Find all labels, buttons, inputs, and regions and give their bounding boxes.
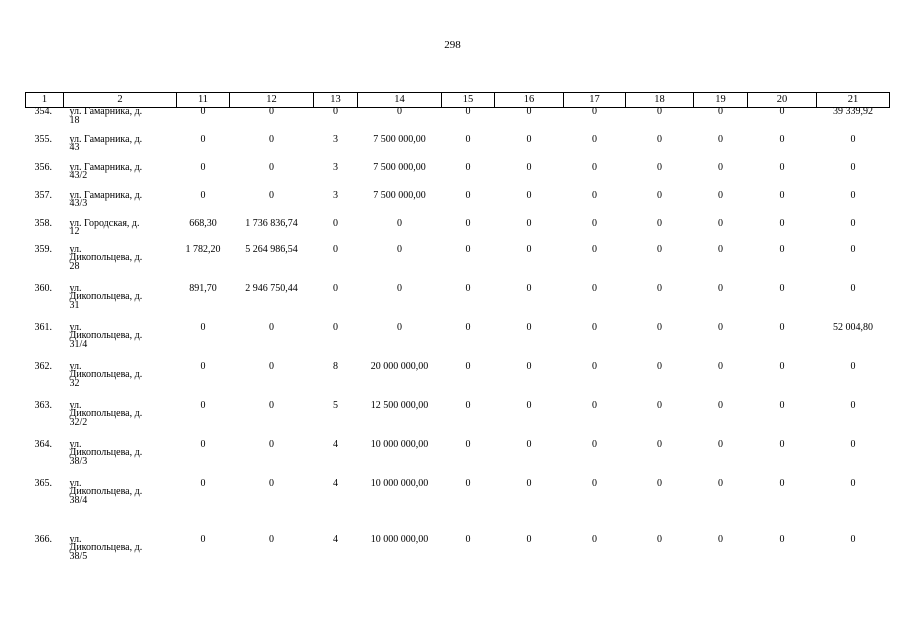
value-cell-13: 5: [333, 399, 338, 411]
value-cell-15: 0: [465, 360, 471, 372]
table-row: [26, 363, 890, 402]
value-cell-21: 0: [850, 282, 856, 294]
value-cell-12: 0: [269, 106, 274, 117]
address-cell: ул. Городская, д. 12: [69, 217, 140, 237]
value-cell-21: 0: [850, 161, 856, 173]
value-cell-15: 0: [465, 477, 471, 489]
column-header: 12: [230, 93, 314, 108]
row-number: 357.: [34, 189, 52, 201]
value-cell-15: 0: [465, 533, 471, 545]
page-number: 298: [444, 39, 461, 51]
value-cell-19: 0: [718, 161, 723, 173]
value-cell-12: 0: [269, 321, 274, 333]
value-cell-18: 0: [657, 243, 662, 255]
column-header: 14: [358, 93, 442, 108]
value-cell-13: 0: [333, 321, 338, 333]
value-cell-15: 0: [465, 243, 471, 255]
value-cell-19: 0: [718, 360, 723, 372]
table-row: [26, 285, 890, 324]
value-cell-11: 0: [200, 399, 206, 411]
value-cell-20: 0: [779, 161, 785, 173]
row-number: 366.: [34, 533, 52, 545]
value-cell-21: 0: [850, 438, 856, 450]
column-header: 1: [26, 93, 64, 108]
column-header: 21: [817, 93, 890, 108]
value-cell-17: 0: [592, 217, 597, 229]
address-cell: ул. Дикопольцева, д. 28: [69, 243, 143, 272]
value-cell-17: 0: [592, 106, 597, 117]
value-cell-17: 0: [592, 133, 597, 145]
value-cell-17: 0: [592, 533, 597, 545]
value-cell-20: 0: [779, 133, 785, 145]
value-cell-19: 0: [718, 399, 723, 411]
column-header: 2: [64, 93, 177, 108]
value-cell-19: 0: [718, 438, 723, 450]
value-cell-18: 0: [657, 533, 662, 545]
value-cell-17: 0: [592, 161, 597, 173]
address-cell: ул. Гамарника, д. 43: [69, 133, 143, 153]
address-cell: ул. Дикопольцева, д. 38/5: [69, 533, 143, 562]
table-row: [26, 164, 890, 192]
value-cell-13: 8: [333, 360, 338, 372]
address-cell: ул. Дикопольцева, д. 32/2: [69, 399, 143, 428]
value-cell-12: 0: [269, 477, 274, 489]
value-cell-12: 0: [269, 189, 274, 201]
address-cell: ул. Дикопольцева, д. 31/4: [69, 321, 143, 350]
value-cell-15: 0: [465, 133, 471, 145]
row-number: 360.: [34, 282, 52, 294]
value-cell-19: 0: [718, 321, 723, 333]
value-cell-15: 0: [465, 106, 471, 117]
value-cell-18: 0: [657, 217, 662, 229]
value-cell-19: 0: [718, 477, 723, 489]
table-body: [26, 108, 890, 576]
column-header: 16: [495, 93, 564, 108]
value-cell-20: 0: [779, 243, 785, 255]
value-cell-12: 2 946 750,44: [245, 282, 298, 294]
value-cell-19: 0: [718, 133, 723, 145]
column-header: 18: [626, 93, 694, 108]
value-cell-21: 0: [850, 133, 856, 145]
value-cell-14: 7 500 000,00: [373, 161, 426, 173]
value-cell-20: 0: [779, 533, 785, 545]
value-cell-20: 0: [779, 106, 785, 117]
value-cell-18: 0: [657, 438, 662, 450]
value-cell-18: 0: [657, 106, 662, 117]
value-cell-13: 0: [333, 217, 338, 229]
value-cell-21: 0: [850, 533, 856, 545]
value-cell-11: 0: [200, 438, 206, 450]
value-cell-19: 0: [718, 243, 723, 255]
value-cell-20: 0: [779, 477, 785, 489]
table-row: [26, 220, 890, 246]
address-cell: ул. Дикопольцева, д. 38/3: [69, 438, 143, 467]
value-cell-17: 0: [592, 189, 597, 201]
value-cell-16: 0: [526, 360, 532, 372]
value-cell-16: 0: [526, 189, 532, 201]
value-cell-14: 0: [397, 243, 402, 255]
value-cell-21: 39 339,92: [833, 106, 873, 117]
value-cell-13: 0: [333, 282, 338, 294]
value-cell-17: 0: [592, 243, 597, 255]
address-cell: ул. Гамарника, д. 43/3: [69, 189, 143, 209]
value-cell-21: 0: [850, 243, 856, 255]
value-cell-12: 0: [269, 438, 274, 450]
value-cell-21: 52 004,80: [833, 321, 873, 333]
value-cell-11: 0: [200, 477, 206, 489]
value-cell-18: 0: [657, 189, 662, 201]
table-row: [26, 480, 890, 536]
value-cell-18: 0: [657, 133, 662, 145]
value-cell-20: 0: [779, 321, 785, 333]
column-header: 19: [694, 93, 748, 108]
value-cell-12: 0: [269, 533, 274, 545]
data-table: [25, 92, 890, 576]
address-cell: ул. Гамарника, д. 18: [69, 106, 143, 126]
value-cell-21: 0: [850, 189, 856, 201]
value-cell-16: 0: [526, 533, 532, 545]
value-cell-14: 0: [397, 282, 402, 294]
value-cell-16: 0: [526, 438, 532, 450]
value-cell-16: 0: [526, 133, 532, 145]
value-cell-12: 5 264 986,54: [245, 243, 298, 255]
value-cell-13: 3: [333, 189, 338, 201]
value-cell-11: 891,70: [189, 282, 217, 294]
address-cell: ул. Гамарника, д. 43/2: [69, 161, 143, 181]
value-cell-18: 0: [657, 161, 662, 173]
value-cell-16: 0: [526, 282, 532, 294]
value-cell-16: 0: [526, 477, 532, 489]
value-cell-18: 0: [657, 282, 662, 294]
value-cell-20: 0: [779, 399, 785, 411]
header-row: [26, 93, 890, 108]
value-cell-20: 0: [779, 282, 785, 294]
column-header: 15: [442, 93, 495, 108]
value-cell-11: 0: [200, 533, 206, 545]
value-cell-12: 0: [269, 133, 274, 145]
value-cell-21: 0: [850, 477, 856, 489]
value-cell-11: 0: [200, 106, 206, 117]
value-cell-14: 10 000 000,00: [370, 438, 429, 450]
address-cell: ул. Дикопольцева, д. 38/4: [69, 477, 143, 506]
address-cell: ул. Дикопольцева, д. 32: [69, 360, 143, 389]
table-row: [26, 108, 890, 136]
value-cell-17: 0: [592, 477, 597, 489]
value-cell-14: 10 000 000,00: [370, 533, 429, 545]
row-number: 365.: [34, 477, 52, 489]
value-cell-17: 0: [592, 438, 597, 450]
value-cell-14: 20 000 000,00: [370, 360, 429, 372]
value-cell-11: 0: [200, 189, 206, 201]
row-number: 361.: [34, 321, 52, 333]
value-cell-13: 3: [333, 133, 338, 145]
value-cell-11: 1 782,20: [185, 243, 221, 255]
value-cell-15: 0: [465, 161, 471, 173]
value-cell-16: 0: [526, 106, 532, 117]
value-cell-20: 0: [779, 217, 785, 229]
table-row: [26, 246, 890, 285]
value-cell-11: 0: [200, 161, 206, 173]
value-cell-21: 0: [850, 399, 856, 411]
row-number: 354.: [34, 106, 52, 117]
value-cell-13: 4: [333, 438, 338, 450]
row-number: 356.: [34, 161, 52, 173]
value-cell-16: 0: [526, 161, 532, 173]
value-cell-14: 0: [397, 321, 402, 333]
value-cell-21: 0: [850, 217, 856, 229]
value-cell-12: 1 736 836,74: [245, 217, 298, 229]
value-cell-18: 0: [657, 360, 662, 372]
row-number: 355.: [34, 133, 52, 145]
row-number: 358.: [34, 217, 52, 229]
value-cell-13: 0: [333, 243, 338, 255]
table-row: [26, 192, 890, 220]
value-cell-17: 0: [592, 321, 597, 333]
value-cell-15: 0: [465, 321, 471, 333]
value-cell-16: 0: [526, 399, 532, 411]
value-cell-18: 0: [657, 399, 662, 411]
value-cell-13: 4: [333, 533, 338, 545]
value-cell-18: 0: [657, 321, 662, 333]
value-cell-11: 668,30: [189, 217, 217, 229]
column-header: 13: [314, 93, 358, 108]
value-cell-15: 0: [465, 217, 471, 229]
column-header: 11: [177, 93, 230, 108]
value-cell-17: 0: [592, 399, 597, 411]
value-cell-14: 10 000 000,00: [370, 477, 429, 489]
value-cell-15: 0: [465, 438, 471, 450]
value-cell-20: 0: [779, 438, 785, 450]
value-cell-19: 0: [718, 282, 723, 294]
value-cell-18: 0: [657, 477, 662, 489]
column-header: 17: [564, 93, 626, 108]
table-row: [26, 536, 890, 576]
value-cell-15: 0: [465, 189, 471, 201]
value-cell-16: 0: [526, 217, 532, 229]
value-cell-14: 7 500 000,00: [373, 133, 426, 145]
value-cell-20: 0: [779, 360, 785, 372]
row-number: 359.: [34, 243, 52, 255]
address-cell: ул. Дикопольцева, д. 31: [69, 282, 143, 311]
value-cell-19: 0: [718, 106, 723, 117]
value-cell-11: 0: [200, 133, 206, 145]
table-row: [26, 441, 890, 480]
value-cell-19: 0: [718, 533, 723, 545]
value-cell-14: 0: [397, 106, 402, 117]
value-cell-13: 4: [333, 477, 338, 489]
value-cell-17: 0: [592, 282, 597, 294]
value-cell-15: 0: [465, 282, 471, 294]
value-cell-19: 0: [718, 217, 723, 229]
value-cell-20: 0: [779, 189, 785, 201]
column-header: 20: [748, 93, 817, 108]
value-cell-16: 0: [526, 321, 532, 333]
value-cell-19: 0: [718, 189, 723, 201]
value-cell-14: 0: [397, 217, 402, 229]
table-row: [26, 136, 890, 164]
value-cell-14: 12 500 000,00: [370, 399, 429, 411]
value-cell-11: 0: [200, 360, 206, 372]
table-row: [26, 402, 890, 441]
value-cell-12: 0: [269, 161, 274, 173]
value-cell-13: 0: [333, 106, 338, 117]
value-cell-16: 0: [526, 243, 532, 255]
value-cell-15: 0: [465, 399, 471, 411]
table-row: [26, 324, 890, 363]
row-number: 364.: [34, 438, 52, 450]
value-cell-17: 0: [592, 360, 597, 372]
value-cell-21: 0: [850, 360, 856, 372]
value-cell-12: 0: [269, 360, 274, 372]
value-cell-14: 7 500 000,00: [373, 189, 426, 201]
row-number: 363.: [34, 399, 52, 411]
value-cell-13: 3: [333, 161, 338, 173]
row-number: 362.: [34, 360, 52, 372]
value-cell-12: 0: [269, 399, 274, 411]
value-cell-11: 0: [200, 321, 206, 333]
